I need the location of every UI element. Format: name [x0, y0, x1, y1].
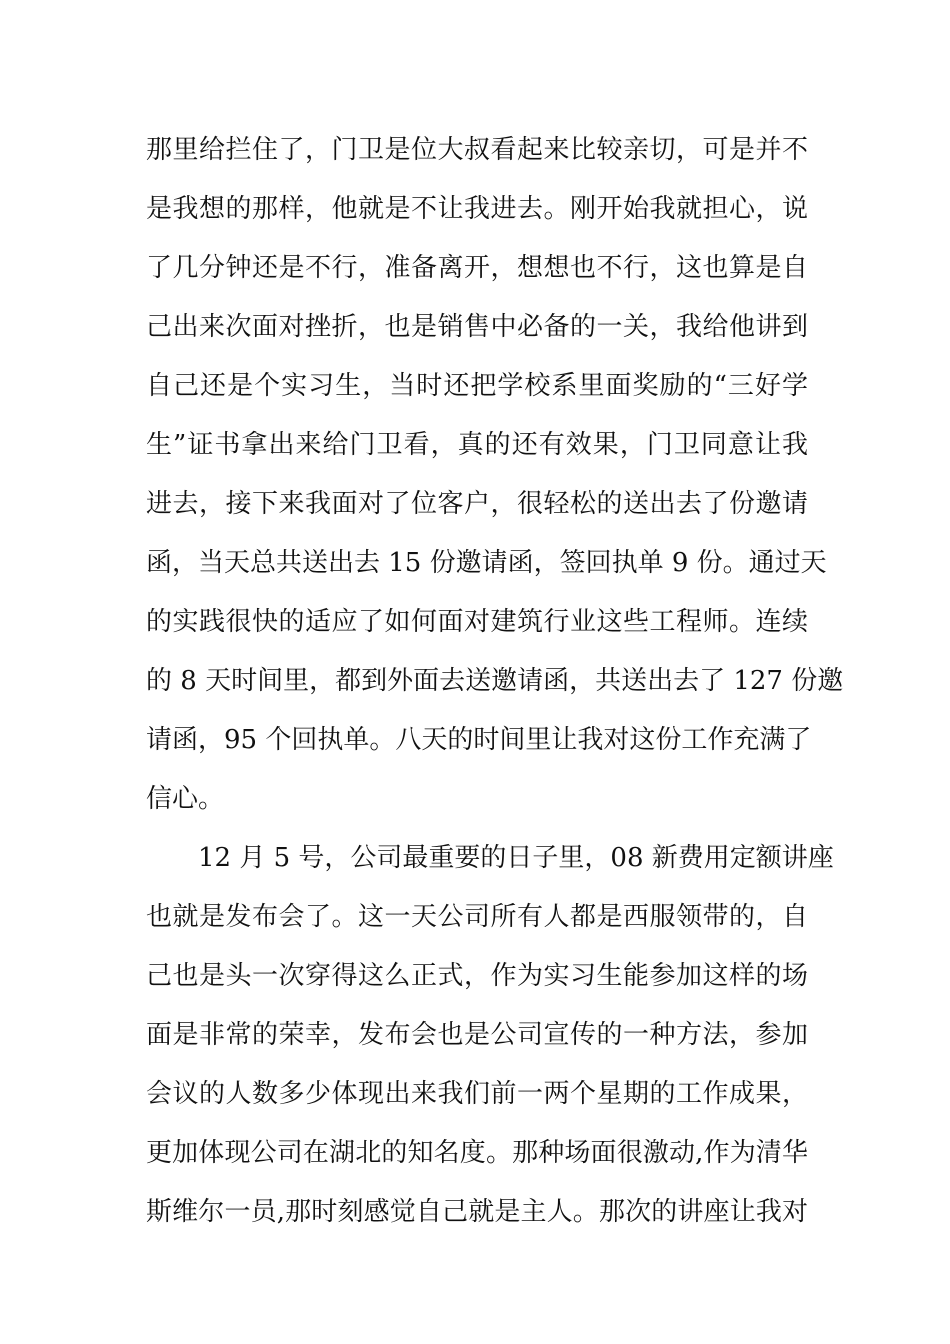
text-line: 的 8 天时间里，都到外面去送邀请函，共送出去了 127 份邀 — [146, 666, 844, 696]
text-line: 进去，接下来我面对了位客户，很轻松的送出去了份邀请 — [146, 489, 808, 519]
text-line: 也就是发布会了。这一天公司所有人都是西服领带的，自 — [146, 902, 808, 932]
text-line: 更加体现公司在湖北的知名度。那种场面很激动,作为清华 — [146, 1138, 808, 1168]
text-line: 12 月 5 号，公司最重要的日子里，08 新费用定额讲座 — [198, 843, 834, 873]
text-line: 是我想的那样，他就是不让我进去。刚开始我就担心，说 — [146, 194, 808, 224]
text-line: 请函，95 个回执单。八天的时间里让我对这份工作充满了 — [146, 725, 812, 755]
text-line: 己出来次面对挫折，也是销售中必备的一关，我给他讲到 — [146, 312, 808, 342]
text-line: 了几分钟还是不行，准备离开，想想也不行，这也算是自 — [146, 253, 808, 283]
text-line: 会议的人数多少体现出来我们前一两个星期的工作成果， — [146, 1079, 808, 1109]
text-line: 己也是头一次穿得这么正式，作为实习生能参加这样的场 — [146, 961, 808, 991]
text-line: 生”证书拿出来给门卫看，真的还有效果，门卫同意让我 — [146, 430, 808, 460]
text-line: 面是非常的荣幸，发布会也是公司宣传的一种方法，参加 — [146, 1020, 808, 1050]
text-line: 的实践很快的适应了如何面对建筑行业这些工程师。连续 — [146, 607, 808, 637]
text-line: 斯维尔一员,那时刻感觉自己就是主人。那次的讲座让我对 — [146, 1197, 808, 1227]
text-line: 自己还是个实习生，当时还把学校系里面奖励的“三好学 — [146, 371, 808, 401]
text-line: 那里给拦住了，门卫是位大叔看起来比较亲切，可是并不 — [146, 135, 808, 165]
text-line: 信心。 — [146, 784, 225, 814]
text-line: 函，当天总共送出去 15 份邀请函，签回执单 9 份。通过天 — [146, 548, 827, 578]
